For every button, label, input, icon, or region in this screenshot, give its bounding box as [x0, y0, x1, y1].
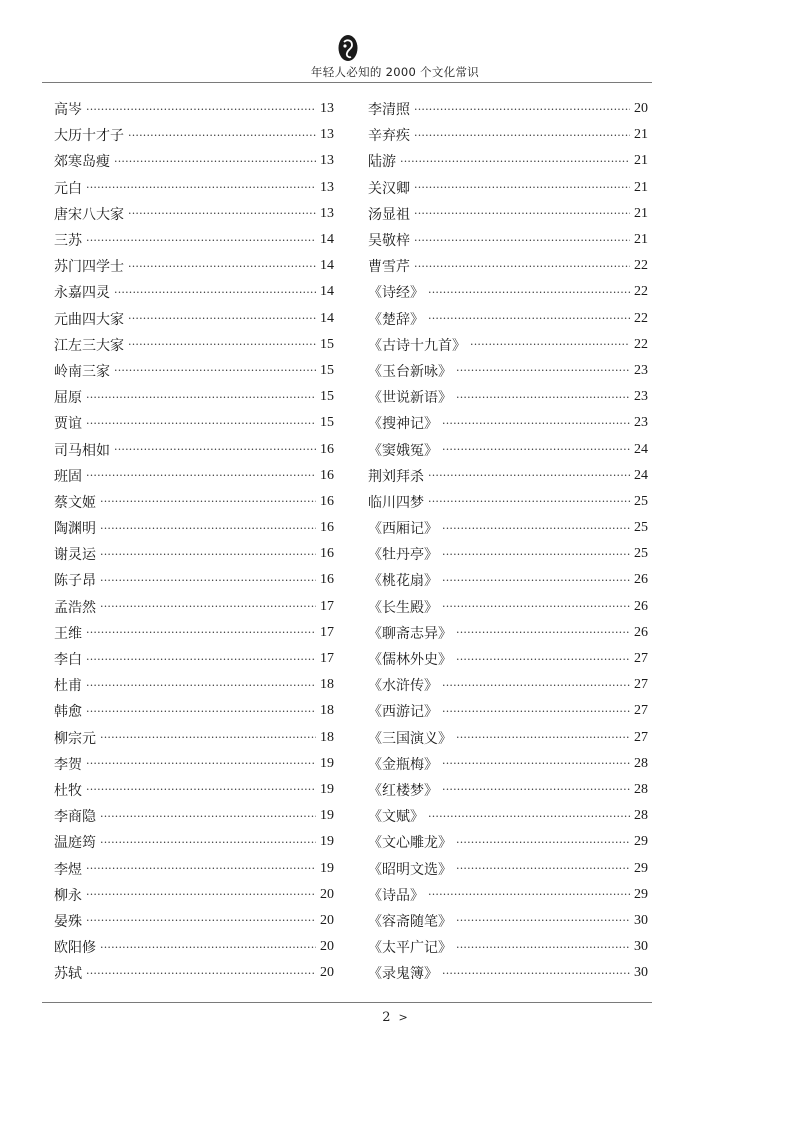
toc-entry-page: 15 — [320, 389, 334, 405]
toc-entry-page: 29 — [634, 886, 648, 902]
dot-leader — [442, 783, 630, 796]
toc-entry-page: 19 — [320, 755, 334, 771]
toc-entry-title: 苏门四学士 — [54, 259, 124, 276]
toc-entry-page: 27 — [634, 677, 648, 693]
dot-leader — [100, 600, 316, 613]
toc-entry-title: 《窦娥冤》 — [368, 442, 438, 459]
toc-entry-page: 30 — [634, 965, 648, 981]
toc-entry-title: 郊寒岛瘦 — [54, 154, 110, 171]
toc-entry[interactable] — [368, 855, 648, 881]
toc-entry-page: 20 — [320, 886, 334, 902]
toc-entry-title: 辛弃疾 — [368, 128, 410, 145]
dot-leader — [428, 495, 630, 508]
toc-entry-page: 23 — [634, 389, 648, 405]
toc-entry-page: 29 — [634, 860, 648, 876]
toc-entry-page: 18 — [320, 729, 334, 745]
toc-entry-page: 28 — [634, 781, 648, 797]
toc-entry-page: 24 — [634, 467, 648, 483]
toc-entry-page: 23 — [634, 415, 648, 431]
toc-entry-page: 25 — [634, 493, 648, 509]
toc-entry[interactable] — [54, 463, 334, 489]
toc-entry[interactable] — [54, 96, 334, 122]
toc-entry-title: 欧阳修 — [54, 940, 96, 957]
dot-leader — [128, 312, 316, 325]
dot-leader — [86, 888, 316, 901]
toc-entry[interactable] — [368, 777, 648, 803]
toc-entry-title: 《诗经》 — [368, 285, 424, 302]
toc-entry[interactable] — [368, 436, 648, 462]
toc-entry-page: 30 — [634, 912, 648, 928]
dot-leader — [456, 653, 630, 666]
toc-entry-title: 苏轼 — [54, 966, 82, 983]
toc-entry-page: 15 — [320, 336, 334, 352]
toc-entry-title: 李煜 — [54, 861, 82, 878]
toc-entry[interactable] — [54, 175, 334, 201]
toc-entry[interactable] — [368, 960, 648, 986]
toc-entry-title: 李白 — [54, 652, 82, 669]
toc-entry-title: 《牡丹亭》 — [368, 547, 438, 564]
dot-leader — [86, 914, 316, 927]
toc-entry[interactable] — [54, 698, 334, 724]
toc-entry[interactable] — [368, 227, 648, 253]
dot-leader — [128, 338, 316, 351]
dot-leader — [100, 495, 316, 508]
toc-entry-title: 陆游 — [368, 154, 396, 171]
toc-entry[interactable] — [368, 463, 648, 489]
dot-leader — [114, 286, 316, 299]
toc-entry-page: 26 — [634, 598, 648, 614]
dot-leader — [456, 836, 630, 849]
toc-entry[interactable] — [368, 358, 648, 384]
dot-leader — [456, 941, 630, 954]
toc-entry-page: 18 — [320, 677, 334, 693]
dot-leader — [414, 207, 630, 220]
publisher-logo-icon — [336, 33, 360, 63]
toc-entry[interactable] — [54, 541, 334, 567]
dot-leader — [100, 941, 316, 954]
toc-entry[interactable] — [368, 148, 648, 174]
dot-leader — [86, 862, 316, 875]
toc-entry-page: 25 — [634, 520, 648, 536]
toc-entry-page: 21 — [634, 232, 648, 248]
toc-entry[interactable] — [368, 620, 648, 646]
toc-entry-page: 27 — [634, 729, 648, 745]
toc-entry[interactable] — [368, 410, 648, 436]
toc-entry-page: 13 — [320, 127, 334, 143]
toc-entry[interactable] — [368, 934, 648, 960]
toc-entry-title: 江左三大家 — [54, 337, 124, 354]
toc-entry-title: 永嘉四灵 — [54, 285, 110, 302]
dot-leader — [86, 417, 316, 430]
dot-leader — [114, 364, 316, 377]
toc-entry[interactable] — [54, 148, 334, 174]
dot-leader — [414, 260, 630, 273]
toc-entry-title: 《聊斋志异》 — [368, 625, 452, 642]
dot-leader — [400, 155, 630, 168]
toc-entry[interactable] — [54, 515, 334, 541]
toc-entry[interactable] — [54, 410, 334, 436]
dot-leader — [456, 626, 630, 639]
toc-entry[interactable] — [54, 358, 334, 384]
toc-entry[interactable] — [54, 672, 334, 698]
toc-entry-page: 19 — [320, 860, 334, 876]
toc-entry-page: 30 — [634, 939, 648, 955]
toc-entry-page: 22 — [634, 310, 648, 326]
toc-entry[interactable] — [54, 829, 334, 855]
toc-entry-title: 《世说新语》 — [368, 390, 452, 407]
toc-entry-title: 蔡文姬 — [54, 494, 96, 511]
toc-entry-title: 《桃花扇》 — [368, 573, 438, 590]
toc-entry[interactable] — [368, 384, 648, 410]
toc-entry[interactable] — [368, 567, 648, 593]
toc-entry[interactable] — [54, 201, 334, 227]
toc-entry-title: 杜牧 — [54, 782, 82, 799]
toc-entry[interactable] — [368, 803, 648, 829]
toc-entry[interactable] — [368, 201, 648, 227]
toc-entry-title: 李商隐 — [54, 809, 96, 826]
toc-entry[interactable] — [54, 934, 334, 960]
dot-leader — [100, 574, 316, 587]
toc-entry-page: 24 — [634, 441, 648, 457]
toc-entry[interactable] — [54, 567, 334, 593]
toc-entry-title: 《水浒传》 — [368, 678, 438, 695]
toc-entry-page: 21 — [634, 127, 648, 143]
toc-entry[interactable] — [368, 306, 648, 332]
toc-entry-title: 陈子昂 — [54, 573, 96, 590]
toc-entry[interactable] — [54, 777, 334, 803]
dot-leader — [86, 705, 316, 718]
toc-entry-page: 20 — [634, 101, 648, 117]
toc-entry-title: 李清照 — [368, 102, 410, 119]
toc-entry-page: 20 — [320, 965, 334, 981]
toc-entry[interactable] — [54, 855, 334, 881]
dot-leader — [456, 914, 630, 927]
toc-entry-title: 高岑 — [54, 102, 82, 119]
toc-entry-page: 20 — [320, 912, 334, 928]
toc-entry-title: 杜甫 — [54, 678, 82, 695]
toc-entry-page: 22 — [634, 336, 648, 352]
toc-entry[interactable] — [54, 646, 334, 672]
toc-entry-title: 柳永 — [54, 887, 82, 904]
dot-leader — [100, 810, 316, 823]
dot-leader — [86, 967, 316, 980]
toc-entry-title: 《容斋随笔》 — [368, 913, 452, 930]
toc-entry-title: 《金瓶梅》 — [368, 756, 438, 773]
toc-entry-page: 27 — [634, 703, 648, 719]
toc-entry[interactable] — [368, 594, 648, 620]
dot-leader — [456, 364, 630, 377]
toc-entry[interactable] — [368, 489, 648, 515]
toc-entry-title: 谢灵运 — [54, 547, 96, 564]
dot-leader — [428, 469, 630, 482]
toc-entry-title: 曹雪芹 — [368, 259, 410, 276]
dot-leader — [100, 548, 316, 561]
toc-entry-page: 16 — [320, 520, 334, 536]
dot-leader — [414, 181, 630, 194]
toc-entry-page: 22 — [634, 258, 648, 274]
toc-entry-page: 27 — [634, 651, 648, 667]
dot-leader — [428, 286, 630, 299]
toc-entry[interactable] — [368, 332, 648, 358]
toc-entry-title: 《文心雕龙》 — [368, 835, 452, 852]
toc-entry-title: 贾谊 — [54, 416, 82, 433]
toc-entry-page: 21 — [634, 179, 648, 195]
toc-entry-page: 15 — [320, 362, 334, 378]
dot-leader — [100, 836, 316, 849]
dot-leader — [86, 234, 316, 247]
toc-entry-title: 《诗品》 — [368, 887, 424, 904]
toc-entry[interactable] — [368, 698, 648, 724]
toc-entry-title: 关汉卿 — [368, 180, 410, 197]
toc-entry-page: 25 — [634, 546, 648, 562]
toc-entry-page: 15 — [320, 415, 334, 431]
dot-leader — [470, 338, 630, 351]
dot-leader — [456, 391, 630, 404]
toc-entry[interactable] — [54, 306, 334, 332]
toc-entry-title: 《古诗十九首》 — [368, 337, 466, 354]
page-footer — [0, 1010, 790, 1025]
dot-leader — [86, 653, 316, 666]
toc-entry-title: 孟浩然 — [54, 599, 96, 616]
dot-leader — [128, 260, 316, 273]
toc-entry[interactable] — [368, 751, 648, 777]
toc-entry[interactable] — [368, 96, 648, 122]
dot-leader — [442, 574, 630, 587]
dot-leader — [100, 731, 316, 744]
toc-entry[interactable] — [54, 882, 334, 908]
toc-entry-title: 《搜神记》 — [368, 416, 438, 433]
toc-entry-title: 司马相如 — [54, 442, 110, 459]
toc-entry[interactable] — [368, 122, 648, 148]
toc-entry-title: 《太平广记》 — [368, 940, 452, 957]
toc-entry-page: 16 — [320, 467, 334, 483]
toc-entry[interactable] — [54, 332, 334, 358]
toc-entry-title: 《西厢记》 — [368, 521, 438, 538]
toc-entry-page: 19 — [320, 834, 334, 850]
toc-entry-page: 20 — [320, 939, 334, 955]
toc-entry-title: 晏殊 — [54, 913, 82, 930]
dot-leader — [414, 103, 630, 116]
toc-entry-page: 14 — [320, 232, 334, 248]
dot-leader — [442, 443, 630, 456]
dot-leader — [442, 679, 630, 692]
toc-entry[interactable] — [368, 829, 648, 855]
dot-leader — [114, 155, 316, 168]
toc-entry-title: 王维 — [54, 625, 82, 642]
toc-entry-page: 17 — [320, 598, 334, 614]
toc-entry-page: 13 — [320, 205, 334, 221]
dot-leader — [86, 626, 316, 639]
toc-entry[interactable] — [368, 515, 648, 541]
toc-entry-title: 柳宗元 — [54, 730, 96, 747]
toc-left-column — [54, 96, 334, 986]
dot-leader — [456, 862, 630, 875]
toc-entry[interactable] — [54, 803, 334, 829]
toc-entry-page: 14 — [320, 310, 334, 326]
toc-entry-title: 《西游记》 — [368, 704, 438, 721]
toc-entry[interactable] — [54, 489, 334, 515]
toc-entry[interactable] — [368, 725, 648, 751]
dot-leader — [86, 469, 316, 482]
toc-entry[interactable] — [54, 908, 334, 934]
toc-entry-title: 《儒林外史》 — [368, 652, 452, 669]
toc-entry-page: 23 — [634, 362, 648, 378]
toc-entry-page: 18 — [320, 703, 334, 719]
toc-entry-page: 14 — [320, 284, 334, 300]
toc-entry[interactable] — [54, 253, 334, 279]
toc-entry-page: 16 — [320, 546, 334, 562]
toc-entry[interactable] — [368, 646, 648, 672]
toc-entry-page: 17 — [320, 624, 334, 640]
toc-entry[interactable] — [368, 908, 648, 934]
toc-entry-page: 13 — [320, 153, 334, 169]
dot-leader — [414, 234, 630, 247]
toc-entry-title: 《长生殿》 — [368, 599, 438, 616]
toc-entry[interactable] — [368, 175, 648, 201]
dot-leader — [428, 312, 630, 325]
toc-entry[interactable] — [368, 541, 648, 567]
toc-entry[interactable] — [368, 253, 648, 279]
dot-leader — [442, 522, 630, 535]
toc-entry-title: 吴敬梓 — [368, 233, 410, 250]
toc-entry-title: 陶渊明 — [54, 521, 96, 538]
toc-right-column — [368, 96, 648, 986]
toc-entry-title: 荆刘拜杀 — [368, 468, 424, 485]
toc-entry-page: 13 — [320, 101, 334, 117]
toc-entry-title: 《录鬼簿》 — [368, 966, 438, 983]
toc-entry[interactable] — [54, 227, 334, 253]
page-number: 2 — [382, 1010, 391, 1025]
toc-entry-page: 26 — [634, 624, 648, 640]
dot-leader — [100, 522, 316, 535]
toc-entry-title: 班固 — [54, 468, 82, 485]
toc-entry[interactable] — [54, 384, 334, 410]
toc-entry-title: 《玉台新咏》 — [368, 363, 452, 380]
toc-entry-title: 李贺 — [54, 756, 82, 773]
toc-entry[interactable] — [54, 436, 334, 462]
toc-entry[interactable] — [54, 725, 334, 751]
toc-entry-title: 汤显祖 — [368, 206, 410, 223]
toc-entry-title: 《红楼梦》 — [368, 782, 438, 799]
toc-entry[interactable] — [368, 672, 648, 698]
dot-leader — [86, 181, 316, 194]
dot-leader — [114, 443, 316, 456]
dot-leader — [442, 600, 630, 613]
book-title-header: 年轻人必知的 2000 个文化常识 — [310, 65, 480, 79]
toc-entry[interactable] — [54, 960, 334, 986]
toc-entry-page: 16 — [320, 572, 334, 588]
toc-entry-page: 26 — [634, 572, 648, 588]
toc-entry-page: 22 — [634, 284, 648, 300]
toc-entry-title: 岭南三家 — [54, 363, 110, 380]
toc-entry[interactable] — [54, 594, 334, 620]
dot-leader — [414, 129, 630, 142]
dot-leader — [86, 103, 316, 116]
toc-entry-title: 《三国演义》 — [368, 730, 452, 747]
toc-entry-page: 21 — [634, 205, 648, 221]
toc-entry-title: 三苏 — [54, 233, 82, 250]
toc-entry-title: 《昭明文选》 — [368, 861, 452, 878]
dot-leader — [442, 548, 630, 561]
toc-entry-title: 元曲四大家 — [54, 311, 124, 328]
dot-leader — [128, 207, 316, 220]
dot-leader — [86, 783, 316, 796]
toc-entry[interactable] — [54, 751, 334, 777]
toc-entry-title: 临川四梦 — [368, 494, 424, 511]
dot-leader — [428, 888, 630, 901]
next-page-arrow-icon: > — [398, 1011, 408, 1024]
toc-entry[interactable] — [54, 620, 334, 646]
toc-entry-title: 大历十才子 — [54, 128, 124, 145]
dot-leader — [86, 391, 316, 404]
dot-leader — [442, 757, 630, 770]
toc-entry[interactable] — [54, 279, 334, 305]
toc-entry-page: 19 — [320, 781, 334, 797]
dot-leader — [86, 757, 316, 770]
dot-leader — [428, 810, 630, 823]
dot-leader — [456, 731, 630, 744]
toc-entry-title: 唐宋八大家 — [54, 206, 124, 223]
toc-entry-page: 29 — [634, 834, 648, 850]
toc-entry-page: 16 — [320, 493, 334, 509]
toc-entry-title: 屈原 — [54, 390, 82, 407]
toc-entry-title: 温庭筠 — [54, 835, 96, 852]
toc-entry-page: 19 — [320, 808, 334, 824]
toc-entry-title: 《楚辞》 — [368, 311, 424, 328]
toc-entry-page: 16 — [320, 441, 334, 457]
toc-entry[interactable] — [368, 882, 648, 908]
toc-entry-page: 14 — [320, 258, 334, 274]
dot-leader — [128, 129, 316, 142]
toc-entry-title: 《文赋》 — [368, 809, 424, 826]
toc-entry-page: 13 — [320, 179, 334, 195]
toc-entry-title: 元白 — [54, 180, 82, 197]
toc-entry-page: 17 — [320, 651, 334, 667]
toc-entry-page: 28 — [634, 808, 648, 824]
toc-entry[interactable] — [368, 279, 648, 305]
toc-entry[interactable] — [54, 122, 334, 148]
footer-rule — [42, 1002, 652, 1003]
toc-entry-title: 韩愈 — [54, 704, 82, 721]
toc-entry-page: 28 — [634, 755, 648, 771]
toc-entry-page: 21 — [634, 153, 648, 169]
dot-leader — [442, 705, 630, 718]
dot-leader — [86, 679, 316, 692]
header-rule — [42, 82, 652, 83]
dot-leader — [442, 967, 630, 980]
dot-leader — [442, 417, 630, 430]
